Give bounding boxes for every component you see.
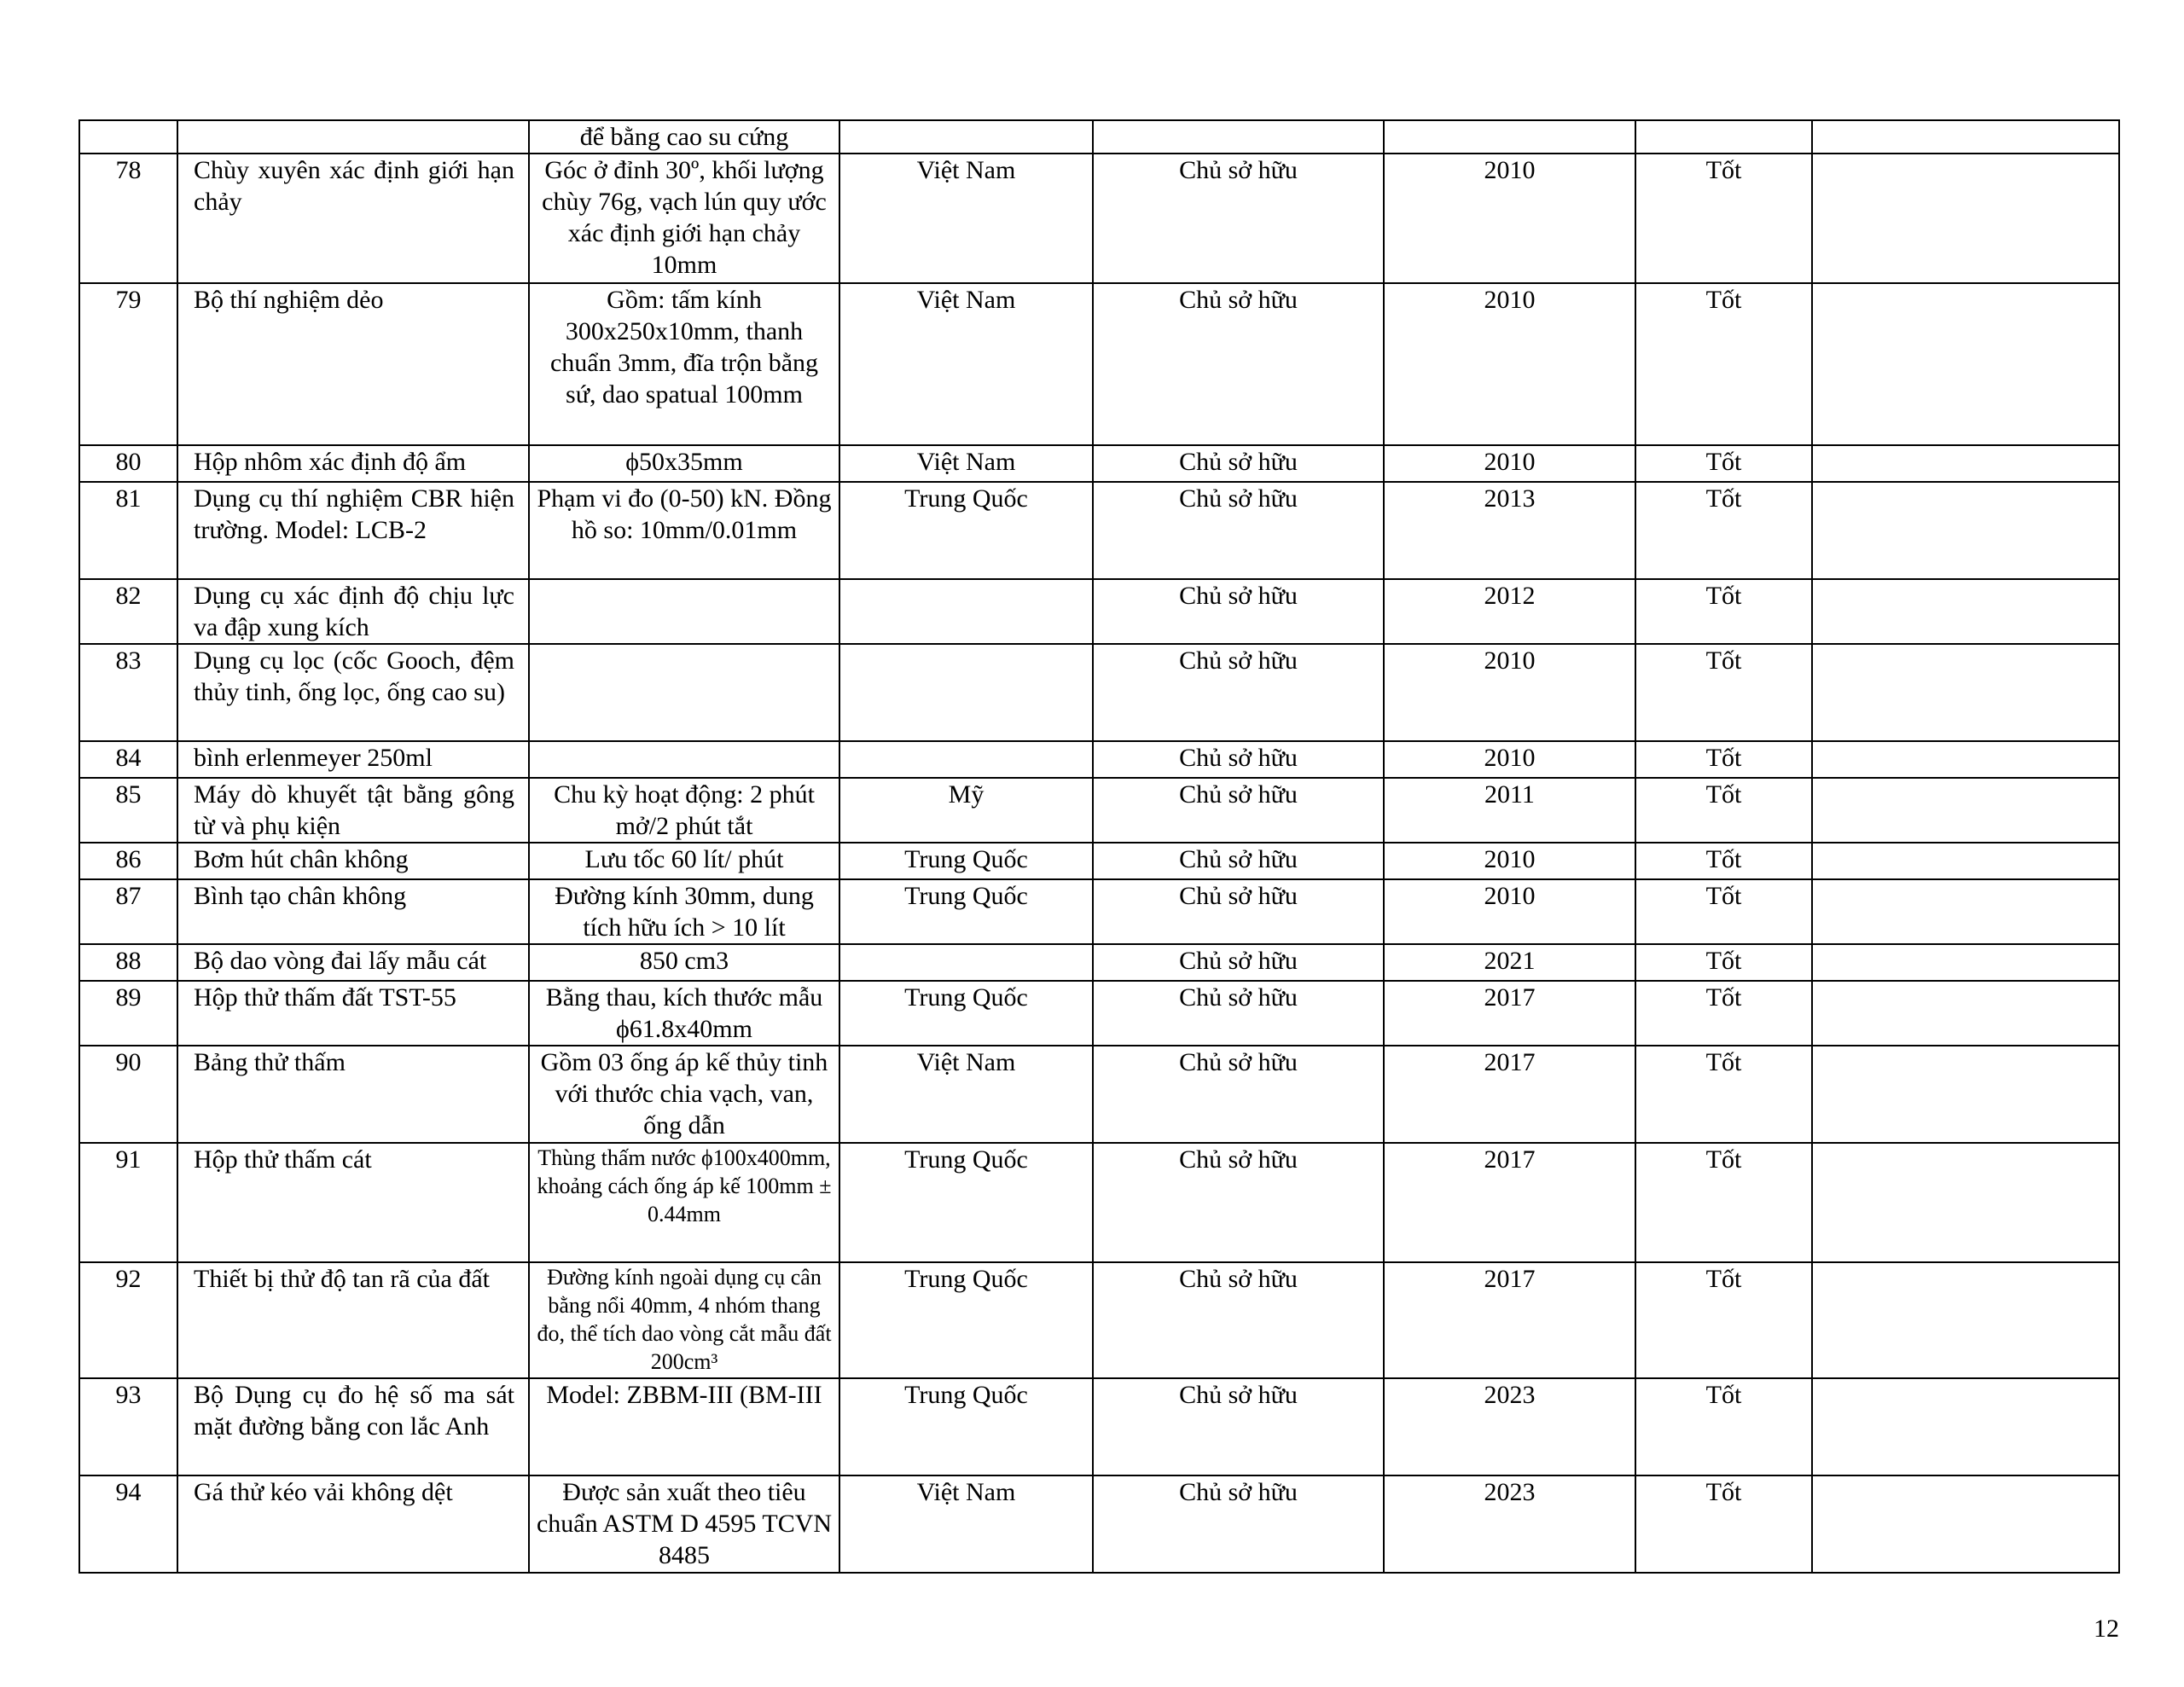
cell-stt: 85 [79,778,177,843]
cell-spec: Gồm 03 ống áp kế thủy tinh với thước chia vạch, van, ống dẫn [529,1046,839,1143]
cell-status: Tốt [1635,879,1812,944]
cell-name: Thiết bị thử độ tan rã của đất [177,1262,529,1378]
table-row [79,120,2119,154]
cell-origin: Việt Nam [839,445,1093,482]
cell-stt: 86 [79,843,177,879]
cell-year: 2017 [1384,1046,1635,1143]
cell-status: Tốt [1635,644,1812,741]
cell-stt: 93 [79,1378,177,1475]
cell-ownership: Chủ sở hữu [1093,482,1384,579]
cell-stt: 87 [79,879,177,944]
cell-status: Tốt [1635,154,1812,283]
cell-year: 2012 [1384,579,1635,644]
cell-origin [839,120,1093,154]
cell-stt: 82 [79,579,177,644]
cell-note [1812,1143,2119,1262]
cell-origin: Trung Quốc [839,879,1093,944]
cell-stt: 92 [79,1262,177,1378]
cell-note [1812,879,2119,944]
cell-origin [839,741,1093,778]
cell-origin: Mỹ [839,778,1093,843]
cell-ownership: Chủ sở hữu [1093,879,1384,944]
cell-note [1812,741,2119,778]
cell-spec: Chu kỳ hoạt động: 2 phút mở/2 phút tắt [529,778,839,843]
cell-name: Gá thử kéo vải không dệt [177,1475,529,1573]
cell-spec: Đường kính 30mm, dung tích hữu ích > 10 lít [529,879,839,944]
cell-ownership: Chủ sở hữu [1093,154,1384,283]
cell-year: 2023 [1384,1378,1635,1475]
cell-ownership: Chủ sở hữu [1093,843,1384,879]
table-row [79,1046,2119,1143]
cell-name: Bình tạo chân không [177,879,529,944]
cell-spec: để bằng cao su cứng [529,120,839,154]
cell-stt: 83 [79,644,177,741]
cell-status: Tốt [1635,981,1812,1046]
cell-ownership: Chủ sở hữu [1093,579,1384,644]
cell-origin: Trung Quốc [839,1378,1093,1475]
cell-status [1635,120,1812,154]
cell-spec: Lưu tốc 60 lít/ phút [529,843,839,879]
cell-name: Dụng cụ thí nghiệm CBR hiện trường. Model: LCB-2 [177,482,529,579]
cell-name: Hộp thử thấm đất TST-55 [177,981,529,1046]
cell-stt: 91 [79,1143,177,1262]
cell-origin [839,944,1093,981]
cell-spec: Thùng thấm nước ϕ100x400mm, khoảng cách ống áp kế 100mm ± 0.44mm [529,1143,839,1262]
cell-ownership: Chủ sở hữu [1093,283,1384,445]
cell-name: Dụng cụ xác định độ chịu lực va đập xung kích [177,579,529,644]
cell-status: Tốt [1635,445,1812,482]
cell-status: Tốt [1635,482,1812,579]
table-row [79,778,2119,843]
cell-ownership: Chủ sở hữu [1093,1046,1384,1143]
table-row [79,944,2119,981]
cell-spec [529,644,839,741]
table-row [79,1378,2119,1475]
cell-stt: 80 [79,445,177,482]
cell-year: 2010 [1384,154,1635,283]
cell-spec: Phạm vi đo (0-50) kN. Đồng hồ so: 10mm/0.01mm [529,482,839,579]
cell-status: Tốt [1635,944,1812,981]
cell-name: Máy dò khuyết tật bằng gông từ và phụ kiện [177,778,529,843]
page-number: 12 [2094,1615,2119,1643]
cell-name: bình erlenmeyer 250ml [177,741,529,778]
cell-ownership: Chủ sở hữu [1093,741,1384,778]
cell-year: 2010 [1384,445,1635,482]
cell-stt: 90 [79,1046,177,1143]
cell-origin: Việt Nam [839,283,1093,445]
cell-ownership: Chủ sở hữu [1093,981,1384,1046]
cell-spec: Gồm: tấm kính 300x250x10mm, thanh chuẩn 3mm, đĩa trộn bằng sứ, dao spatual 100mm [529,283,839,445]
cell-note [1812,944,2119,981]
cell-note [1812,1046,2119,1143]
cell-note [1812,843,2119,879]
cell-year: 2017 [1384,1262,1635,1378]
table-row [79,283,2119,445]
cell-spec: 850 cm3 [529,944,839,981]
cell-origin: Trung Quốc [839,981,1093,1046]
cell-note [1812,445,2119,482]
cell-stt: 81 [79,482,177,579]
cell-name: Bộ Dụng cụ đo hệ số ma sát mặt đường bằng con lắc Anh [177,1378,529,1475]
cell-origin: Việt Nam [839,154,1093,283]
cell-status: Tốt [1635,1143,1812,1262]
cell-status: Tốt [1635,778,1812,843]
cell-stt [79,120,177,154]
cell-stt: 94 [79,1475,177,1573]
cell-ownership: Chủ sở hữu [1093,644,1384,741]
cell-year: 2021 [1384,944,1635,981]
cell-origin: Trung Quốc [839,482,1093,579]
cell-year: 2013 [1384,482,1635,579]
cell-name: Dụng cụ lọc (cốc Gooch, đệm thủy tinh, ống lọc, ống cao su) [177,644,529,741]
cell-note [1812,1378,2119,1475]
cell-ownership: Chủ sở hữu [1093,1262,1384,1378]
cell-spec: Bằng thau, kích thước mẫu ϕ61.8x40mm [529,981,839,1046]
cell-status: Tốt [1635,1378,1812,1475]
cell-origin: Việt Nam [839,1046,1093,1143]
cell-status: Tốt [1635,843,1812,879]
cell-year: 2010 [1384,283,1635,445]
cell-spec: Model: ZBBM-III (BM-III [529,1378,839,1475]
table-row [79,1143,2119,1262]
table-row [79,482,2119,579]
cell-note [1812,579,2119,644]
cell-origin [839,644,1093,741]
table-row [79,1262,2119,1378]
table-row [79,579,2119,644]
cell-origin: Việt Nam [839,1475,1093,1573]
cell-spec [529,741,839,778]
cell-origin: Trung Quốc [839,843,1093,879]
cell-year: 2010 [1384,843,1635,879]
table-row [79,741,2119,778]
cell-year: 2017 [1384,981,1635,1046]
cell-note [1812,120,2119,154]
cell-note [1812,778,2119,843]
cell-status: Tốt [1635,741,1812,778]
cell-year: 2010 [1384,879,1635,944]
cell-note [1812,1262,2119,1378]
cell-origin: Trung Quốc [839,1262,1093,1378]
cell-spec: ϕ50x35mm [529,445,839,482]
table-row [79,154,2119,283]
cell-spec: Góc ở đỉnh 30º, khối lượng chùy 76g, vạch lún quy ước xác định giới hạn chảy 10mm [529,154,839,283]
table-row [79,981,2119,1046]
cell-stt: 89 [79,981,177,1046]
cell-note [1812,482,2119,579]
cell-name: Hộp nhôm xác định độ ẩm [177,445,529,482]
cell-year: 2017 [1384,1143,1635,1262]
cell-status: Tốt [1635,1475,1812,1573]
cell-status: Tốt [1635,1262,1812,1378]
table-row [79,445,2119,482]
cell-note [1812,154,2119,283]
cell-stt: 88 [79,944,177,981]
equipment-table [78,119,2120,1574]
table-row [79,644,2119,741]
cell-stt: 79 [79,283,177,445]
cell-stt: 78 [79,154,177,283]
table-row [79,879,2119,944]
cell-spec: Đường kính ngoài dụng cụ cân bằng nổi 40mm, 4 nhóm thang đo, thể tích dao vòng cắt mẫu đất 200cm³ [529,1262,839,1378]
cell-stt: 84 [79,741,177,778]
cell-name: Bộ thí nghiệm dẻo [177,283,529,445]
cell-note [1812,981,2119,1046]
cell-origin [839,579,1093,644]
cell-status: Tốt [1635,283,1812,445]
cell-origin: Trung Quốc [839,1143,1093,1262]
cell-name: Chùy xuyên xác định giới hạn chảy [177,154,529,283]
cell-ownership [1093,120,1384,154]
cell-year: 2010 [1384,644,1635,741]
cell-year [1384,120,1635,154]
cell-name: Bơm hút chân không [177,843,529,879]
cell-ownership: Chủ sở hữu [1093,1143,1384,1262]
cell-spec: Được sản xuất theo tiêu chuẩn ASTM D 4595 TCVN 8485 [529,1475,839,1573]
cell-status: Tốt [1635,579,1812,644]
cell-name [177,120,529,154]
cell-name: Hộp thử thấm cát [177,1143,529,1262]
cell-ownership: Chủ sở hữu [1093,1378,1384,1475]
cell-ownership: Chủ sở hữu [1093,778,1384,843]
cell-note [1812,644,2119,741]
cell-ownership: Chủ sở hữu [1093,944,1384,981]
cell-year: 2011 [1384,778,1635,843]
cell-spec [529,579,839,644]
cell-ownership: Chủ sở hữu [1093,1475,1384,1573]
cell-status: Tốt [1635,1046,1812,1143]
table-row [79,843,2119,879]
table-row [79,1475,2119,1573]
cell-year: 2023 [1384,1475,1635,1573]
cell-ownership: Chủ sở hữu [1093,445,1384,482]
cell-note [1812,283,2119,445]
cell-name: Bộ dao vòng đai lấy mẫu cát [177,944,529,981]
cell-year: 2010 [1384,741,1635,778]
cell-note [1812,1475,2119,1573]
cell-name: Bảng thử thấm [177,1046,529,1143]
